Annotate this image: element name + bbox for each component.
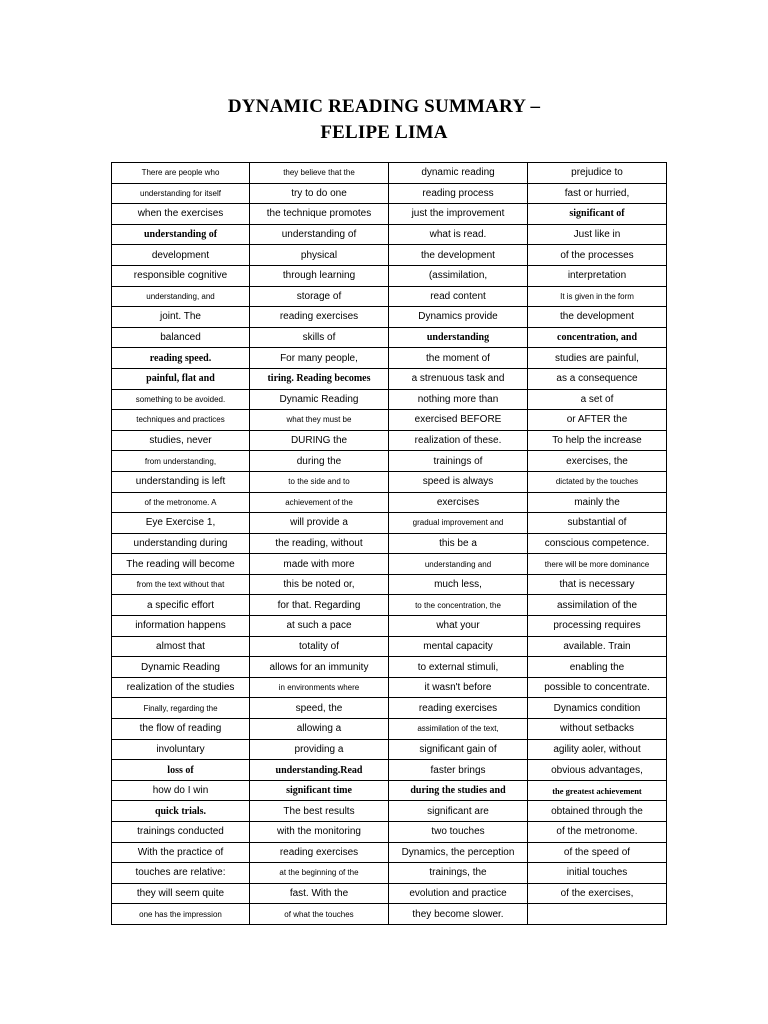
table-cell: providing a [250, 739, 389, 760]
table-cell: (assimilation, [389, 265, 528, 286]
table-row [112, 698, 667, 719]
table-cell: understanding of [250, 224, 389, 245]
table-cell: realization of these. [389, 430, 528, 451]
table-cell: realization of the studies [112, 677, 250, 698]
table-cell: totality of [250, 636, 389, 657]
table-row [112, 822, 667, 843]
table-cell: try to do one [250, 183, 389, 204]
summary-table-body [112, 163, 667, 925]
table-cell: fast or hurried, [528, 183, 667, 204]
table-row [112, 533, 667, 554]
table-cell: agility aoler, without [528, 739, 667, 760]
table-row [112, 842, 667, 863]
table-row [112, 513, 667, 534]
table-cell: techniques and practices [112, 410, 250, 431]
table-cell: the development [528, 307, 667, 328]
table-cell: obvious advantages, [528, 760, 667, 781]
table-cell: made with more [250, 554, 389, 575]
table-cell: a specific effort [112, 595, 250, 616]
table-cell: balanced [112, 327, 250, 348]
table-cell: It is given in the form [528, 286, 667, 307]
table-cell: involuntary [112, 739, 250, 760]
table-row [112, 492, 667, 513]
table-cell: Dynamic Reading [250, 389, 389, 410]
table-cell: dictated by the touches [528, 471, 667, 492]
table-cell: assimilation of the [528, 595, 667, 616]
table-row [112, 883, 667, 904]
table-cell: trainings, the [389, 863, 528, 884]
table-row [112, 677, 667, 698]
table-cell: with the monitoring [250, 822, 389, 843]
table-cell: enabling the [528, 657, 667, 678]
table-cell: exercises, the [528, 451, 667, 472]
table-row [112, 348, 667, 369]
table-cell: The reading will become [112, 554, 250, 575]
table-cell: Eye Exercise 1, [112, 513, 250, 534]
title-line-2: FELIPE LIMA [320, 122, 448, 143]
table-cell: storage of [250, 286, 389, 307]
table-cell: they believe that the [250, 163, 389, 184]
table-cell: at the beginning of the [250, 863, 389, 884]
table-cell: two touches [389, 822, 528, 843]
table-row [112, 595, 667, 616]
table-cell: as a consequence [528, 368, 667, 389]
table-cell: mainly the [528, 492, 667, 513]
table-cell: Just like in [528, 224, 667, 245]
table-cell: interpretation [528, 265, 667, 286]
table-cell: quick trials. [112, 801, 250, 822]
table-cell: evolution and practice [389, 883, 528, 904]
table-cell: physical [250, 245, 389, 266]
table-cell: understanding is left [112, 471, 250, 492]
table-cell: at such a pace [250, 616, 389, 637]
table-cell: skills of [250, 327, 389, 348]
table-cell: during the [250, 451, 389, 472]
table-cell: significant time [250, 780, 389, 801]
table-cell: from understanding, [112, 451, 250, 472]
table-cell: speed, the [250, 698, 389, 719]
table-cell: With the practice of [112, 842, 250, 863]
table-cell: speed is always [389, 471, 528, 492]
table-cell: during the studies and [389, 780, 528, 801]
table-row [112, 389, 667, 410]
table-cell: something to be avoided. [112, 389, 250, 410]
table-cell: when the exercises [112, 204, 250, 225]
table-row [112, 307, 667, 328]
table-cell: a strenuous task and [389, 368, 528, 389]
table-cell: the flow of reading [112, 719, 250, 740]
table-cell: allows for an immunity [250, 657, 389, 678]
table-cell: available. Train [528, 636, 667, 657]
table-cell: one has the impression [112, 904, 250, 925]
table-cell: fast. With the [250, 883, 389, 904]
table-cell: a set of [528, 389, 667, 410]
table-cell: reading exercises [250, 842, 389, 863]
table-row [112, 801, 667, 822]
table-cell: Dynamics, the perception [389, 842, 528, 863]
table-row [112, 286, 667, 307]
table-cell: concentration, and [528, 327, 667, 348]
table-cell: they will seem quite [112, 883, 250, 904]
table-row [112, 245, 667, 266]
table-cell: this be noted or, [250, 574, 389, 595]
table-cell: what is read. [389, 224, 528, 245]
table-cell: for that. Regarding [250, 595, 389, 616]
table-cell: exercised BEFORE [389, 410, 528, 431]
table-cell: development [112, 245, 250, 266]
table-row [112, 554, 667, 575]
table-cell: through learning [250, 265, 389, 286]
table-cell: understanding of [112, 224, 250, 245]
table-row [112, 863, 667, 884]
table-cell: what your [389, 616, 528, 637]
table-row [112, 636, 667, 657]
table-row [112, 224, 667, 245]
table-cell: reading exercises [389, 698, 528, 719]
table-cell: the moment of [389, 348, 528, 369]
table-cell: the technique promotes [250, 204, 389, 225]
table-row [112, 430, 667, 451]
table-cell: obtained through the [528, 801, 667, 822]
table-cell: read content [389, 286, 528, 307]
table-row [112, 657, 667, 678]
table-cell: exercises [389, 492, 528, 513]
table-cell: of the metronome. [528, 822, 667, 843]
table-cell: achievement of the [250, 492, 389, 513]
table-cell: or AFTER the [528, 410, 667, 431]
table-row [112, 451, 667, 472]
table-cell: allowing a [250, 719, 389, 740]
table-cell: significant gain of [389, 739, 528, 760]
table-cell: how do I win [112, 780, 250, 801]
table-cell: to the side and to [250, 471, 389, 492]
table-cell: of the processes [528, 245, 667, 266]
table-cell: For many people, [250, 348, 389, 369]
table-cell: to the concentration, the [389, 595, 528, 616]
table-cell: studies are painful, [528, 348, 667, 369]
table-row [112, 574, 667, 595]
table-cell [528, 904, 667, 925]
table-cell: prejudice to [528, 163, 667, 184]
table-cell: the reading, without [250, 533, 389, 554]
table-cell: of what the touches [250, 904, 389, 925]
title-line-1: DYNAMIC READING SUMMARY – [227, 96, 541, 117]
table-row [112, 904, 667, 925]
table-cell: what they must be [250, 410, 389, 431]
table-cell: that is necessary [528, 574, 667, 595]
table-cell: studies, never [112, 430, 250, 451]
table-cell: will provide a [250, 513, 389, 534]
table-row [112, 163, 667, 184]
table-cell: trainings conducted [112, 822, 250, 843]
table-cell: dynamic reading [389, 163, 528, 184]
table-cell: The best results [250, 801, 389, 822]
table-cell: of the exercises, [528, 883, 667, 904]
table-row [112, 616, 667, 637]
table-cell: of the speed of [528, 842, 667, 863]
table-cell: initial touches [528, 863, 667, 884]
table-row [112, 265, 667, 286]
table-cell: possible to concentrate. [528, 677, 667, 698]
table-cell: DURING the [250, 430, 389, 451]
table-cell: the greatest achievement [528, 780, 667, 801]
table-cell: loss of [112, 760, 250, 781]
table-cell: to external stimuli, [389, 657, 528, 678]
table-cell: substantial of [528, 513, 667, 534]
table-cell: understanding [389, 327, 528, 348]
table-cell: tiring. Reading becomes [250, 368, 389, 389]
table-cell: understanding for itself [112, 183, 250, 204]
table-cell: reading process [389, 183, 528, 204]
table-cell: in environments where [250, 677, 389, 698]
table-cell: painful, flat and [112, 368, 250, 389]
table-cell: understanding during [112, 533, 250, 554]
table-cell: There are people who [112, 163, 250, 184]
table-cell: Finally, regarding the [112, 698, 250, 719]
table-cell: joint. The [112, 307, 250, 328]
table-cell: this be a [389, 533, 528, 554]
table-row [112, 204, 667, 225]
table-cell: assimilation of the text, [389, 719, 528, 740]
table-cell: Dynamics condition [528, 698, 667, 719]
table-cell: they become slower. [389, 904, 528, 925]
table-cell: gradual improvement and [389, 513, 528, 534]
table-cell: reading speed. [112, 348, 250, 369]
table-cell: conscious competence. [528, 533, 667, 554]
table-cell: there will be more dominance [528, 554, 667, 575]
table-cell: trainings of [389, 451, 528, 472]
table-cell: understanding and [389, 554, 528, 575]
table-cell: without setbacks [528, 719, 667, 740]
table-cell: mental capacity [389, 636, 528, 657]
table-cell: processing requires [528, 616, 667, 637]
table-cell: almost that [112, 636, 250, 657]
table-cell: nothing more than [389, 389, 528, 410]
table-row [112, 183, 667, 204]
table-row [112, 760, 667, 781]
table-cell: significant are [389, 801, 528, 822]
table-cell: the development [389, 245, 528, 266]
table-row [112, 471, 667, 492]
table-cell: To help the increase [528, 430, 667, 451]
table-cell: Dynamic Reading [112, 657, 250, 678]
summary-table [111, 162, 667, 925]
table-cell: from the text without that [112, 574, 250, 595]
table-cell: touches are relative: [112, 863, 250, 884]
table-cell: it wasn't before [389, 677, 528, 698]
table-cell: much less, [389, 574, 528, 595]
table-cell: understanding, and [112, 286, 250, 307]
table-cell: information happens [112, 616, 250, 637]
table-row [112, 327, 667, 348]
table-row [112, 368, 667, 389]
table-cell: responsible cognitive [112, 265, 250, 286]
table-cell: reading exercises [250, 307, 389, 328]
document-title [0, 94, 768, 146]
table-row [112, 719, 667, 740]
table-cell: of the metronome. A [112, 492, 250, 513]
table-cell: significant of [528, 204, 667, 225]
table-cell: faster brings [389, 760, 528, 781]
table-cell: just the improvement [389, 204, 528, 225]
table-cell: understanding.Read [250, 760, 389, 781]
table-cell: Dynamics provide [389, 307, 528, 328]
table-row [112, 410, 667, 431]
table-row [112, 780, 667, 801]
table-row [112, 739, 667, 760]
